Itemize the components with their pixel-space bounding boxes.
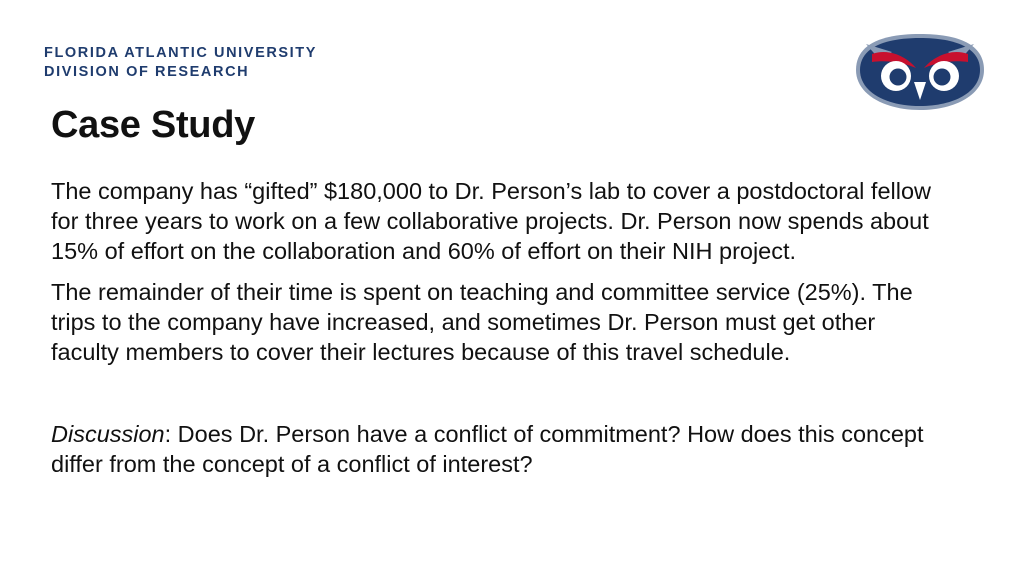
- case-paragraph-2: The remainder of their time is spent on teaching and committee service (25%). The trips to the company have increased, and sometimes Dr. Person must get other faculty members to cover their lectures because of this travel schedule.: [51, 279, 913, 365]
- org-line-division: DIVISION OF RESEARCH: [44, 64, 250, 80]
- discussion-text: : Does Dr. Person have a conflict of commitment? How does this concept differ from the concept of a conflict of interest?: [51, 421, 924, 477]
- slide-body: [51, 176, 931, 490]
- owl-logo-icon: [852, 30, 988, 112]
- discussion-label: Discussion: [51, 421, 165, 447]
- slide-title: Case Study: [51, 104, 255, 146]
- case-paragraph-1: The company has “gifted” $180,000 to Dr. Person’s lab to cover a postdoctoral fellow for three years to work on a few collaborative projects. Dr. Person now spends about 15% of effort on the collaboration and 60% of effort on their NIH project.: [51, 178, 931, 264]
- discussion-paragraph: [51, 419, 931, 479]
- org-line-university: FLORIDA ATLANTIC UNIVERSITY: [44, 45, 318, 61]
- organization-name: [44, 44, 317, 82]
